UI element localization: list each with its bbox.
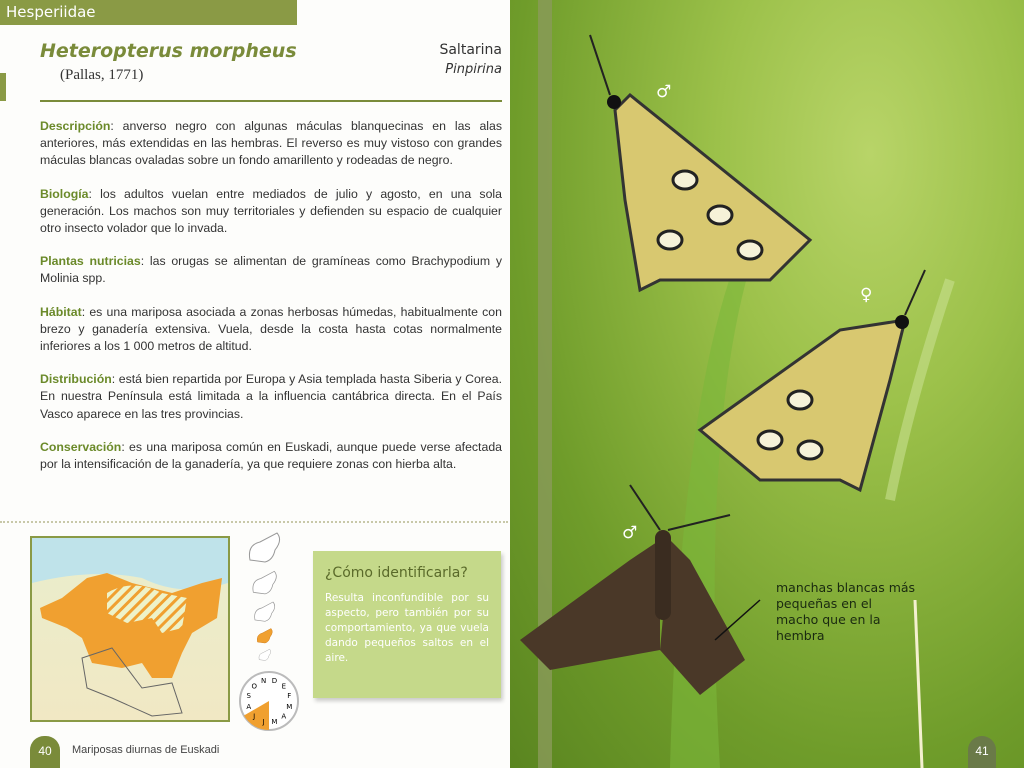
month-label: E	[281, 682, 287, 691]
common-names	[439, 40, 502, 80]
butterfly-size-icon-selected	[254, 627, 276, 645]
month-label: J	[253, 712, 256, 721]
section-label: Plantas nutricias	[40, 254, 141, 269]
photo-page	[510, 0, 1024, 768]
family-header: Hesperiidae	[0, 0, 297, 25]
page-number: 41	[968, 736, 996, 768]
title-rule	[40, 100, 502, 102]
section-label: Descripción	[40, 119, 111, 133]
male-symbol: ♂	[656, 82, 672, 102]
butterfly-size-icon	[245, 530, 285, 566]
annotation: manchas blancas más pequeñas en el macho que en la hembra	[776, 580, 916, 643]
left-page	[0, 0, 510, 768]
male-butterfly-underside	[590, 35, 810, 290]
page-number: 40	[30, 736, 60, 768]
section	[40, 186, 502, 238]
section-label: Conservación	[40, 439, 122, 454]
section	[40, 439, 502, 473]
section-label: Biología	[40, 186, 89, 201]
month-label: F	[287, 692, 292, 701]
section	[40, 371, 502, 423]
flight-period-wheel	[238, 670, 300, 732]
identify-title: ¿Cómo identificarla?	[325, 565, 468, 581]
month-label: A	[246, 702, 252, 711]
month-label: M	[271, 717, 278, 726]
section-label: Hábitat	[40, 304, 82, 319]
divider	[0, 521, 508, 523]
section-text: : es una mariposa común en Euskadi, aunque puede verse afectada por la intensificación de la ganadería, ya que requiere zonas con hierba alta.	[40, 439, 502, 472]
section-text: : los adultos vuelan entre mediados de julio y agosto, en una sola generación. Los machos son muy territoriales y defienden su espacio de cualquier otro insecto volador que lo invada.	[40, 186, 502, 236]
section-text: : anverso negro con algunas máculas blanquecinas en las alas anteriores, más extendidas en las hembras. El reverso es muy vistoso con grandes máculas blancas ovaladas sobre un fondo amarillento y rodeadas de negro.	[40, 119, 502, 168]
butterfly-size-icon	[251, 600, 279, 624]
species-text	[40, 118, 502, 489]
month-label: S	[246, 692, 251, 701]
scientific-name: Heteropterus morpheus	[40, 40, 297, 62]
size-scale	[240, 530, 290, 665]
butterfly-photo	[510, 0, 1024, 768]
book-title: Mariposas diurnas de Euskadi	[72, 744, 220, 756]
section	[40, 304, 502, 356]
butterfly-size-icon	[249, 569, 281, 597]
author: (Pallas, 1771)	[60, 67, 144, 83]
month-label: O	[251, 682, 257, 691]
female-symbol: ♀	[860, 285, 873, 305]
section-text: : las orugas se alimentan de gramíneas como Brachypodium y Molinia spp.	[40, 254, 502, 286]
section	[40, 118, 502, 170]
side-marker	[0, 73, 6, 101]
section-text: : es una mariposa asociada a zonas herbosas húmedas, habitualmente con brezo y ganadería extensiva. Vuela, desde la costa hasta cotas normalmente inferiores a los 1 000 metros de altitud.	[40, 304, 502, 354]
distribution-map	[30, 536, 230, 722]
section-text: : está bien repartida por Europa y Asia templada hasta Siberia y Corea. En nuestra Península está limitada a la influencia cantábrica directa. En el País Vasco aparece en las tres provincias.	[40, 372, 502, 421]
month-label: M	[286, 702, 293, 711]
butterfly-size-icon	[257, 648, 273, 662]
month-label: N	[260, 677, 267, 686]
section	[40, 253, 502, 287]
month-label: D	[271, 677, 278, 686]
common-name-es: Saltarina	[439, 42, 502, 58]
identify-text: Resulta inconfundible por su aspecto, pero también por su comportamiento, ya que vuela dando pequeños saltos en el aire.	[325, 592, 489, 664]
common-name-eu: Pinpirina	[445, 62, 502, 77]
month-label: A	[281, 712, 287, 721]
month-label: J	[262, 717, 265, 726]
section-label: Distribución	[40, 372, 112, 387]
identify-box	[313, 551, 501, 698]
male-symbol: ♂	[622, 523, 638, 543]
